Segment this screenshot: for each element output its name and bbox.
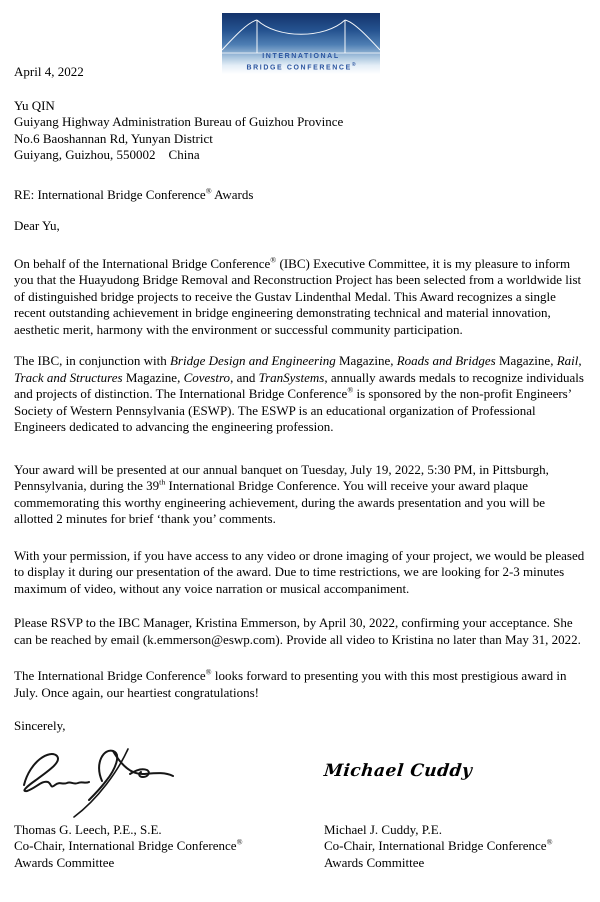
signature-right — [324, 741, 587, 819]
paragraph-banquet-details: Your award will be presented at our annual banquet on Tuesday, July 19, 2022, 5:30 PM, in Pittsburgh, Pennsylvania, during the 39th International Bridge Conference. You will receive your award plaque commemorating this worthy engineering achievement, during the awards presentation and you will be allotted 2 minutes for brief ‘thank you’ comments. — [14, 461, 549, 526]
logo-text-line2: BRIDGE CONFERENCE® — [246, 61, 356, 71]
signer-names-row — [14, 822, 587, 872]
registered-mark: ® — [351, 61, 356, 68]
recipient-name: Yu QIN — [14, 97, 55, 113]
paragraph-award-notification: On behalf of the International Bridge Conference® (IBC) Executive Committee, it is my pleasure to inform you that the Huayudong Bridge Removal and Reconstruction Project has been selected from a worldwide list of distinguished bridge projects to receive the Gustav Lindenthal Medal. This Award recognizes a single recent outstanding achievement in bridge engineering demonstrating technical and material innovation, aesthetic merit, harmony with the environment or successful community participation. — [14, 255, 582, 337]
re-line: RE: International Bridge Conference® Awards — [14, 186, 254, 202]
cursive-signature-michael-cuddy: Michael Cuddy — [322, 760, 474, 781]
closing-sincerely: Sincerely, — [14, 718, 66, 733]
signer-committee: Awards Committee — [14, 854, 115, 870]
paragraph-closing: The International Bridge Conference® looks forward to presenting you with this most prestigious award in July. Once again, our heartiest congratulations! — [14, 667, 567, 700]
signer-block-left — [14, 822, 324, 872]
paragraph-rsvp: Please RSVP to the IBC Manager, Kristina Emmerson, by April 30, 2022, confirming your acceptance. She can be reached by email (k.emmerson@eswp.com). Provide all video to Kristina no later than May 31, 2022. — [14, 615, 581, 647]
signature-row — [14, 741, 587, 819]
logo-text-line1: INTERNATIONAL — [262, 52, 340, 60]
signer-name: Thomas G. Leech, P.E., S.E. — [14, 821, 162, 837]
handwritten-signature-thomas-leech — [10, 743, 185, 821]
date-line: April 4, 2022 — [14, 64, 84, 79]
signer-block-right — [324, 822, 587, 872]
signer-committee: Awards Committee — [324, 854, 425, 870]
signer-title: Co-Chair, International Bridge Conference® — [14, 837, 243, 853]
signature-left — [14, 741, 324, 819]
salutation: Dear Yu, — [14, 218, 60, 233]
recipient-address — [14, 98, 587, 164]
logo-text — [222, 53, 380, 72]
signer-name: Michael J. Cuddy, P.E. — [324, 821, 442, 837]
signer-title: Co-Chair, International Bridge Conference® — [324, 837, 553, 853]
recipient-street: No.6 Baoshannan Rd, Yunyan District — [14, 130, 213, 146]
recipient-org: Guiyang Highway Administration Bureau of Guizhou Province — [14, 114, 344, 129]
ibc-logo — [222, 13, 380, 74]
recipient-city: Guiyang, Guizhou, 550002 China — [14, 147, 200, 162]
paragraph-video-request: With your permission, if you have access to any video or drone imaging of your project, we would be pleased to display it during our presentation of the award. Due to time restrictions, we are looking for 2-3 minutes maximum of video, without any voice narration or musical accompaniment. — [14, 547, 585, 596]
paragraph-sponsors: The IBC, in conjunction with Bridge Design and Engineering Magazine, Roads and Bridges Magazine, Rail, Track and Structures Magazine, Covestro, and TranSystems, annually awards medals to recognize individuals and projects of distinction. The International Bridge Conference® is sponsored by the non-profit Engineers’ Society of Western Pennsylvania (ESWP). The ESWP is an educational organization of Professional Engineers dedicated to advancing the engineering profession. — [14, 353, 584, 434]
